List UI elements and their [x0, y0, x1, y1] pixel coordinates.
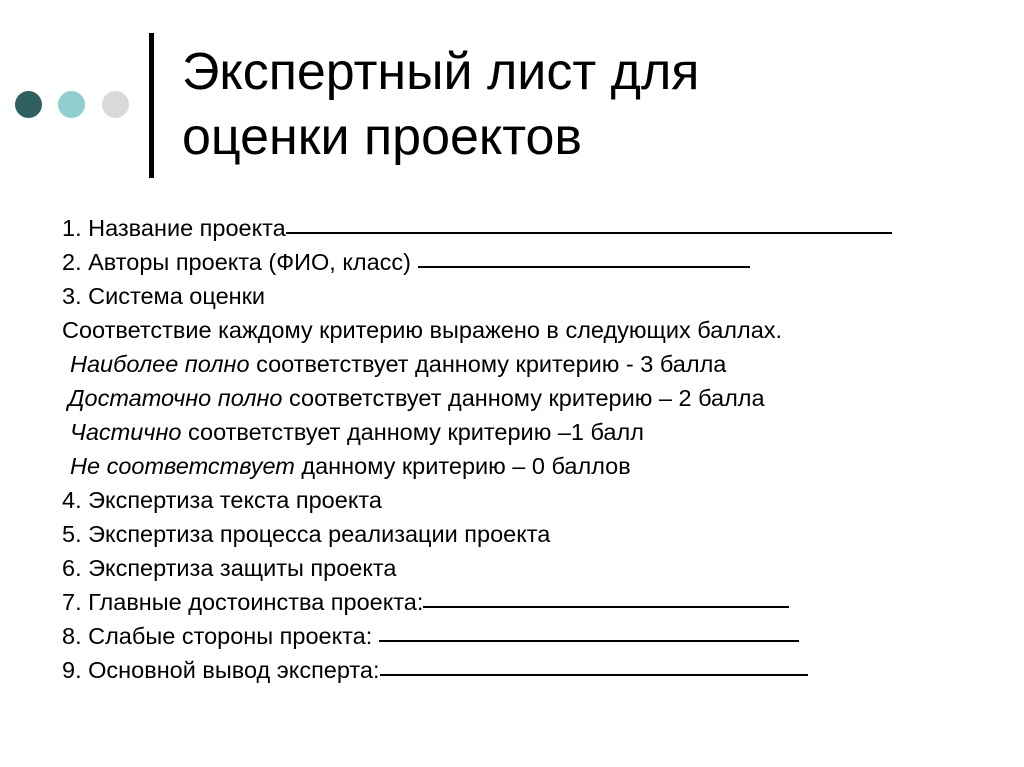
weaknesses-field[interactable]	[379, 640, 799, 642]
score-1-text: соответствует данному критерию –1 балл	[181, 419, 644, 445]
score-1	[62, 415, 1002, 449]
item-process-review-label: 5. Экспертиза процесса реализации проекта	[62, 521, 551, 547]
item-conclusion-label: 9. Основной вывод эксперта:	[62, 657, 380, 683]
score-0	[62, 449, 1002, 483]
item-text-review	[62, 483, 1002, 517]
title-line-1: Экспертный лист для	[182, 43, 700, 101]
item-rating-system	[62, 279, 1002, 313]
conclusion-field[interactable]	[380, 674, 808, 676]
item-conclusion	[62, 653, 1002, 687]
score-3-emphasis: Наиболее полно	[70, 351, 250, 377]
item-strengths	[62, 585, 1002, 619]
dot-teal-icon	[58, 91, 85, 118]
item-process-review	[62, 517, 1002, 551]
item-project-name	[62, 211, 1002, 245]
page-title	[182, 40, 982, 170]
score-2-text: соответствует данному критерию – 2 балла	[282, 385, 765, 411]
item-text-review-label: 4. Экспертиза текста проекта	[62, 487, 382, 513]
score-1-emphasis: Частично	[70, 419, 182, 445]
item-defense-review-label: 6. Экспертиза защиты проекта	[62, 555, 397, 581]
score-3-text: соответствует данному критерию - 3 балла	[249, 351, 727, 377]
score-0-emphasis: Не соответствует	[70, 453, 295, 479]
dot-gray-icon	[102, 91, 129, 118]
score-2-emphasis: Достаточно полно	[68, 385, 283, 411]
score-3	[62, 347, 1002, 381]
rating-intro	[62, 313, 1002, 347]
score-0-text: данному критерию – 0 баллов	[294, 453, 631, 479]
item-project-name-label: 1. Название проекта	[62, 215, 286, 241]
item-defense-review	[62, 551, 1002, 585]
item-authors-label: 2. Авторы проекта (ФИО, класс)	[62, 249, 418, 275]
title-divider	[149, 33, 154, 178]
score-2	[62, 381, 1002, 415]
item-strengths-label: 7. Главные достоинства проекта:	[62, 589, 424, 615]
dot-dark-icon	[15, 91, 42, 118]
strengths-field[interactable]	[423, 606, 789, 608]
item-weaknesses	[62, 619, 1002, 653]
title-line-2: оценки проектов	[182, 108, 583, 166]
decorative-dots	[15, 91, 135, 121]
item-rating-system-label: 3. Система оценки	[62, 283, 266, 309]
form-content	[62, 211, 1002, 687]
authors-field[interactable]	[418, 266, 750, 268]
project-name-field[interactable]	[286, 232, 892, 234]
item-weaknesses-label: 8. Слабые стороны проекта:	[62, 623, 379, 649]
rating-intro-text: Соответствие каждому критерию выражено в следующих баллах.	[62, 317, 783, 343]
item-authors	[62, 245, 1002, 279]
